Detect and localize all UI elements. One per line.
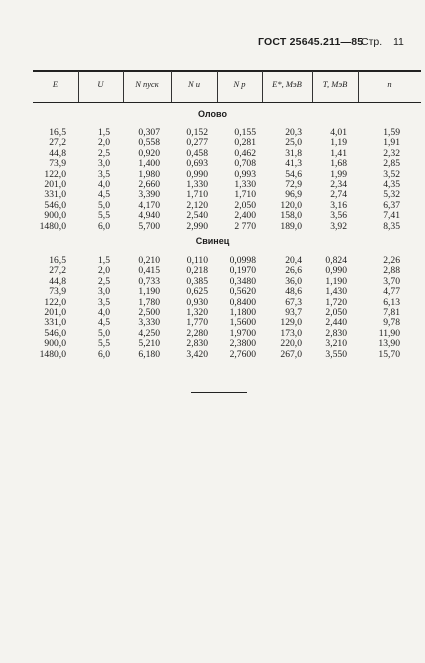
table-cell: 1,1800 — [229, 306, 256, 318]
table-cell: 0,708 — [234, 158, 256, 170]
table-cell: 93,7 — [285, 306, 302, 318]
table-cell: 1,59 — [383, 127, 400, 138]
table-cell: 2,88 — [383, 265, 400, 277]
table-cell: 1,19 — [330, 137, 347, 149]
table-cell: 1,330 — [234, 178, 256, 190]
table-row — [0, 350, 425, 360]
table-cell: 3,56 — [330, 210, 347, 222]
table-cell: 0,5620 — [229, 286, 256, 298]
table-cell: 3,52 — [383, 168, 400, 180]
table-cell: 1,5 — [98, 255, 110, 266]
table-cell: 2,5 — [98, 275, 110, 287]
table-cell: 201,0 — [44, 306, 66, 318]
table-cell: 4,0 — [98, 178, 110, 190]
table-cell: 26,6 — [285, 265, 302, 277]
table-cell: 16,5 — [49, 255, 66, 266]
table-cell: 0,824 — [325, 255, 347, 266]
table-row — [0, 211, 425, 221]
standard-number: ГОСТ 25645.211—85 — [258, 36, 364, 48]
table-cell: 2,500 — [138, 306, 160, 318]
table-cell: 0,152 — [186, 127, 208, 138]
table-cell: 1,710 — [234, 189, 256, 201]
table-cell: 122,0 — [44, 296, 66, 308]
table-cell: 0,281 — [234, 137, 256, 149]
page-header — [0, 36, 425, 56]
table-cell: 2,830 — [325, 327, 347, 339]
section-title-lead: Свинец — [195, 236, 230, 246]
table-cell: 73,9 — [49, 158, 66, 170]
table-cell: 2,0 — [98, 265, 110, 277]
table-cell: 48,6 — [285, 286, 302, 298]
table-cell: 0,0998 — [229, 255, 256, 266]
table-cell: 0,990 — [325, 265, 347, 277]
table-cell: 73,9 — [49, 286, 66, 298]
table-cell: 25,0 — [285, 137, 302, 149]
table-cell: 2,32 — [383, 147, 400, 159]
table-body-tin — [0, 128, 425, 232]
table-cell: 900,0 — [44, 338, 66, 350]
table-cell: 2,400 — [234, 210, 256, 222]
table-cell: 900,0 — [44, 210, 66, 222]
table-cell: 0,462 — [234, 147, 256, 159]
table-cell: 0,930 — [186, 296, 208, 308]
table-row — [0, 287, 425, 297]
table-cell: 0,155 — [234, 127, 256, 138]
table-cell: 20,4 — [285, 255, 302, 266]
table-cell: 120,0 — [280, 199, 302, 211]
table-cell: 5,32 — [383, 189, 400, 201]
table-cell: 6,13 — [383, 296, 400, 308]
table-cell: 3,330 — [138, 317, 160, 329]
table-cell: 2,74 — [330, 189, 347, 201]
table-cell: 3,5 — [98, 296, 110, 308]
table-cell: 2,830 — [186, 338, 208, 350]
table-cell: 0,1970 — [229, 265, 256, 277]
table-cell: 4,940 — [138, 210, 160, 222]
table-cell: 2,85 — [383, 158, 400, 170]
table-cell: 72,9 — [285, 178, 302, 190]
table-cell: 0,458 — [186, 147, 208, 159]
page-number: 11 — [393, 36, 404, 48]
table-cell: 16,5 — [49, 127, 66, 138]
table-cell: 1,430 — [325, 286, 347, 298]
table-cell: 1,710 — [186, 189, 208, 201]
table-cell: 0,385 — [186, 275, 208, 287]
table-cell: 2,050 — [325, 306, 347, 318]
table-cell: 54,6 — [285, 168, 302, 180]
table-cell: 0,733 — [138, 275, 160, 287]
table-cell: 27,2 — [49, 137, 66, 149]
table-cell: 5,700 — [138, 220, 160, 232]
table-cell: 4,35 — [383, 178, 400, 190]
table-cell: 4,170 — [138, 199, 160, 211]
table-cell: 27,2 — [49, 265, 66, 277]
table-cell: 2,440 — [325, 317, 347, 329]
table-cell: 5,5 — [98, 210, 110, 222]
table-cell: 2,540 — [186, 210, 208, 222]
table-cell: 36,0 — [285, 275, 302, 287]
table-cell: 0,218 — [186, 265, 208, 277]
table-cell: 1,780 — [138, 296, 160, 308]
table-cell: 546,0 — [44, 199, 66, 211]
table-cell: 2,3800 — [229, 338, 256, 350]
table-cell: 1,980 — [138, 168, 160, 180]
table-cell: 9,78 — [383, 317, 400, 329]
table-cell: 189,0 — [280, 220, 302, 232]
table-cell: 1480,0 — [39, 348, 66, 360]
table-cell: 4,01 — [330, 127, 347, 138]
table-cell: 6,0 — [98, 348, 110, 360]
table-cell: 1,190 — [325, 275, 347, 287]
table-cell: 158,0 — [280, 210, 302, 222]
table-cell: 220,0 — [280, 338, 302, 350]
table-cell: 0,110 — [186, 255, 208, 266]
table-row — [0, 159, 425, 169]
table-cell: 2,280 — [186, 327, 208, 339]
table-cell: 0,625 — [186, 286, 208, 298]
table-cell: 1,770 — [186, 317, 208, 329]
table-cell: 96,9 — [285, 189, 302, 201]
table-cell: 331,0 — [44, 189, 66, 201]
table-cell: 67,3 — [285, 296, 302, 308]
column-header-t: Т, МэВ — [322, 79, 348, 89]
table-cell: 0,990 — [186, 168, 208, 180]
table-cell: 1,68 — [330, 158, 347, 170]
table-top-rule — [33, 70, 421, 72]
table-cell: 2,0 — [98, 137, 110, 149]
table-cell: 44,8 — [49, 147, 66, 159]
table-cell: 4,5 — [98, 189, 110, 201]
column-header-n: n — [387, 79, 392, 89]
table-cell: 1,720 — [325, 296, 347, 308]
table-cell: 0,993 — [234, 168, 256, 180]
column-header-e: E — [52, 79, 59, 89]
table-cell: 267,0 — [280, 348, 302, 360]
table-cell: 173,0 — [280, 327, 302, 339]
table-cell: 5,210 — [138, 338, 160, 350]
table-cell: 15,70 — [378, 348, 400, 360]
table-cell: 0,277 — [186, 137, 208, 149]
table-cell: 0,693 — [186, 158, 208, 170]
table-cell: 2,7600 — [229, 348, 256, 360]
table-cell: 3,550 — [325, 348, 347, 360]
table-cell: 6,37 — [383, 199, 400, 211]
table-cell: 4,0 — [98, 306, 110, 318]
column-header-n-p: N p — [233, 79, 246, 89]
column-header-e-star: E*, МэВ — [272, 79, 302, 89]
table-cell: 1,91 — [383, 137, 400, 149]
table-cell: 4,77 — [383, 286, 400, 298]
table-cell: 3,0 — [98, 286, 110, 298]
table-cell: 3,92 — [330, 220, 347, 232]
table-cell: 1,400 — [138, 158, 160, 170]
table-cell: 2,660 — [138, 178, 160, 190]
table-cell: 2,050 — [234, 199, 256, 211]
table-cell: 1,9700 — [229, 327, 256, 339]
table-cell: 5,0 — [98, 327, 110, 339]
table-cell: 41,3 — [285, 158, 302, 170]
table-cell: 201,0 — [44, 178, 66, 190]
table-cell: 7,41 — [383, 210, 400, 222]
table-cell: 2,26 — [383, 255, 400, 266]
page-label: Стр. — [361, 36, 383, 48]
table-cell: 122,0 — [44, 168, 66, 180]
table-cell: 2,5 — [98, 147, 110, 159]
table-cell: 5,0 — [98, 199, 110, 211]
table-row — [0, 222, 425, 232]
table-cell: 11,90 — [378, 327, 400, 339]
end-rule — [191, 392, 247, 393]
table-cell: 3,420 — [186, 348, 208, 360]
table-cell: 0,920 — [138, 147, 160, 159]
table-cell: 8,35 — [383, 220, 400, 232]
table-cell: 31,8 — [285, 147, 302, 159]
table-cell: 1,5600 — [229, 317, 256, 329]
table-cell: 3,70 — [383, 275, 400, 287]
table-cell: 1,190 — [138, 286, 160, 298]
table-cell: 0,307 — [138, 127, 160, 138]
table-cell: 1480,0 — [39, 220, 66, 232]
table-cell: 3,210 — [325, 338, 347, 350]
table-cell: 7,81 — [383, 306, 400, 318]
table-cell: 2,120 — [186, 199, 208, 211]
table-cell: 0,8400 — [229, 296, 256, 308]
table-body-lead — [0, 256, 425, 360]
table-cell: 6,180 — [138, 348, 160, 360]
table-cell: 0,415 — [138, 265, 160, 277]
table-cell: 3,390 — [138, 189, 160, 201]
table-cell: 6,0 — [98, 220, 110, 232]
table-cell: 20,3 — [285, 127, 302, 138]
column-header-n-start: N пуск — [135, 79, 159, 89]
column-header-u: U — [97, 79, 104, 89]
table-cell: 1,330 — [186, 178, 208, 190]
table-cell: 0,3480 — [229, 275, 256, 287]
table-cell: 44,8 — [49, 275, 66, 287]
table-cell: 13,90 — [378, 338, 400, 350]
section-title-tin: Олово — [198, 109, 227, 119]
table-cell: 2,34 — [330, 178, 347, 190]
column-header-n-n: N и — [187, 79, 201, 89]
table-cell: 1,320 — [186, 306, 208, 318]
table-cell: 3,16 — [330, 199, 347, 211]
table-cell: 4,5 — [98, 317, 110, 329]
table-cell: 3,0 — [98, 158, 110, 170]
table-cell: 1,5 — [98, 127, 110, 138]
table-row — [0, 339, 425, 349]
table-cell: 1,41 — [330, 147, 347, 159]
table-cell: 5,5 — [98, 338, 110, 350]
table-cell: 3,5 — [98, 168, 110, 180]
table-cell: 331,0 — [44, 317, 66, 329]
table-cell: 1,99 — [330, 168, 347, 180]
table-cell: 0,558 — [138, 137, 160, 149]
table-cell: 0,210 — [138, 255, 160, 266]
table-cell: 2,990 — [186, 220, 208, 232]
table-cell: 4,250 — [138, 327, 160, 339]
table-cell: 546,0 — [44, 327, 66, 339]
table-cell: 2 770 — [234, 220, 256, 232]
table-cell: 129,0 — [280, 317, 302, 329]
table-header-rule — [33, 102, 421, 103]
